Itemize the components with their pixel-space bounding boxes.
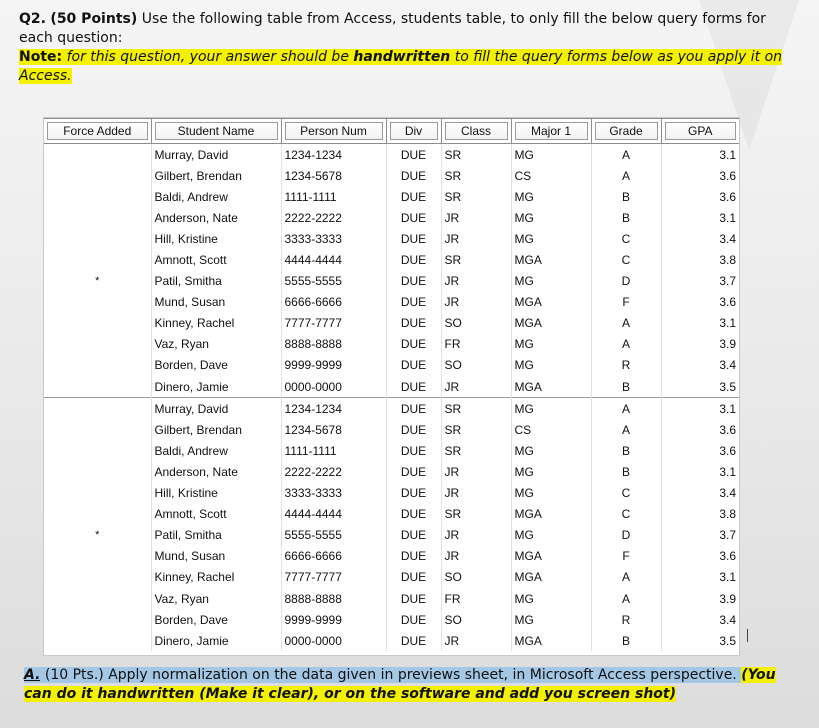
person-num-cell[interactable]: 7777-7777 (281, 313, 386, 334)
major-cell[interactable]: MGA (511, 546, 591, 567)
force-added-cell[interactable] (44, 144, 151, 166)
table-row[interactable] (44, 398, 739, 420)
div-cell[interactable]: DUE (386, 334, 441, 355)
column-header[interactable]: Major 1 (511, 119, 591, 144)
major-cell[interactable]: MGA (511, 630, 591, 651)
person-num-cell[interactable]: 7777-7777 (281, 567, 386, 588)
students-table-screenshot (43, 117, 740, 656)
force-added-cell[interactable] (44, 440, 151, 461)
note-label: Note: (19, 49, 63, 65)
grade-cell[interactable]: C (591, 228, 661, 249)
grade-cell[interactable]: B (591, 440, 661, 461)
grade-cell[interactable]: A (591, 419, 661, 440)
grade-cell[interactable]: A (591, 588, 661, 609)
person-num-cell[interactable]: 1234-5678 (281, 165, 386, 186)
class-cell[interactable]: SR (441, 440, 511, 461)
person-num-cell[interactable]: 8888-8888 (281, 588, 386, 609)
class-cell[interactable]: SO (441, 313, 511, 334)
student-name-cell[interactable]: Anderson, Nate (151, 207, 281, 228)
column-header[interactable]: Student Name (151, 119, 281, 144)
person-num-cell[interactable]: 6666-6666 (281, 546, 386, 567)
major-cell[interactable]: MG (511, 334, 591, 355)
student-name-cell[interactable]: Amnott, Scott (151, 504, 281, 525)
table-row[interactable] (44, 144, 739, 166)
table-row[interactable] (44, 228, 739, 249)
major-cell[interactable]: MG (511, 271, 591, 292)
grade-cell[interactable]: R (591, 355, 661, 376)
person-num-cell[interactable]: 4444-4444 (281, 504, 386, 525)
part-a-block (24, 666, 814, 704)
student-name-cell[interactable]: Borden, Dave (151, 609, 281, 630)
force-added-cell[interactable] (44, 186, 151, 207)
class-cell[interactable]: FR (441, 588, 511, 609)
grade-cell[interactable]: C (591, 504, 661, 525)
student-name-cell[interactable]: Amnott, Scott (151, 249, 281, 270)
force-added-cell[interactable] (44, 228, 151, 249)
force-added-cell[interactable] (44, 249, 151, 270)
div-cell[interactable]: DUE (386, 504, 441, 525)
person-num-cell[interactable]: 0000-0000 (281, 630, 386, 651)
force-added-cell[interactable] (44, 461, 151, 482)
class-cell[interactable]: JR (441, 292, 511, 313)
question-number: Q2. (19, 11, 46, 27)
grade-cell[interactable]: A (591, 165, 661, 186)
grade-cell[interactable]: A (591, 398, 661, 420)
grade-cell[interactable]: F (591, 292, 661, 313)
force-added-cell[interactable] (44, 609, 151, 630)
column-header[interactable]: Class (441, 119, 511, 144)
gpa-cell[interactable]: 3.4 (661, 355, 739, 376)
part-a-label: A. (24, 667, 41, 683)
grade-cell[interactable]: A (591, 144, 661, 166)
div-cell[interactable]: DUE (386, 249, 441, 270)
gpa-cell[interactable]: 3.6 (661, 419, 739, 440)
class-cell[interactable]: SO (441, 355, 511, 376)
gpa-cell[interactable]: 3.9 (661, 334, 739, 355)
table-row[interactable] (44, 546, 739, 567)
force-added-cell[interactable] (44, 567, 151, 588)
class-cell[interactable]: SR (441, 398, 511, 420)
gpa-cell[interactable]: 3.1 (661, 313, 739, 334)
student-name-cell[interactable]: Baldi, Andrew (151, 186, 281, 207)
question-points: (50 Points) (50, 11, 138, 27)
grade-cell[interactable]: A (591, 567, 661, 588)
grade-cell[interactable]: C (591, 483, 661, 504)
table-row[interactable] (44, 186, 739, 207)
grade-cell[interactable]: B (591, 207, 661, 228)
table-row[interactable] (44, 355, 739, 376)
gpa-cell[interactable]: 3.5 (661, 630, 739, 651)
student-name-cell[interactable]: Dinero, Jamie (151, 630, 281, 651)
gpa-cell[interactable]: 3.6 (661, 292, 739, 313)
table-row[interactable] (44, 630, 739, 651)
div-cell[interactable]: DUE (386, 483, 441, 504)
major-cell[interactable]: MG (511, 186, 591, 207)
div-cell[interactable]: DUE (386, 567, 441, 588)
class-cell[interactable]: SR (441, 504, 511, 525)
force-added-cell[interactable] (44, 313, 151, 334)
person-num-cell[interactable]: 1234-1234 (281, 144, 386, 166)
gpa-cell[interactable]: 3.1 (661, 461, 739, 482)
grade-cell[interactable]: A (591, 334, 661, 355)
gpa-cell[interactable]: 3.8 (661, 504, 739, 525)
person-num-cell[interactable]: 6666-6666 (281, 292, 386, 313)
table-row[interactable] (44, 207, 739, 228)
gpa-cell[interactable]: 3.4 (661, 483, 739, 504)
question-text-1: Use the following table from Access, students table, to only fill the below query forms for (137, 11, 766, 27)
gpa-cell[interactable]: 3.1 (661, 567, 739, 588)
div-cell[interactable]: DUE (386, 207, 441, 228)
table-row[interactable] (44, 461, 739, 482)
major-cell[interactable]: MGA (511, 313, 591, 334)
column-header[interactable]: GPA (661, 119, 739, 144)
div-cell[interactable]: DUE (386, 271, 441, 292)
grade-cell[interactable]: R (591, 609, 661, 630)
class-cell[interactable]: JR (441, 525, 511, 546)
person-num-cell[interactable]: 1234-1234 (281, 398, 386, 420)
person-num-cell[interactable]: 1234-5678 (281, 419, 386, 440)
person-num-cell[interactable]: 1111-1111 (281, 440, 386, 461)
grade-cell[interactable]: B (591, 186, 661, 207)
gpa-cell[interactable]: 3.1 (661, 144, 739, 166)
class-cell[interactable]: SO (441, 567, 511, 588)
force-added-cell[interactable] (44, 504, 151, 525)
major-cell[interactable]: MG (511, 398, 591, 420)
part-a-instruction-2: can do it handwritten (Make it clear), or on the software and add you screen shot) (24, 686, 676, 702)
note-text-a: for this question, your answer should be (62, 49, 354, 65)
force-added-cell[interactable] (44, 483, 151, 504)
students-table (44, 118, 739, 651)
student-name-cell[interactable]: Borden, Dave (151, 355, 281, 376)
grade-cell[interactable]: A (591, 313, 661, 334)
major-cell[interactable]: MGA (511, 376, 591, 398)
student-name-cell[interactable]: Vaz, Ryan (151, 334, 281, 355)
table-row[interactable] (44, 271, 739, 292)
major-cell[interactable]: MG (511, 355, 591, 376)
grade-cell[interactable]: C (591, 249, 661, 270)
div-cell[interactable]: DUE (386, 228, 441, 249)
person-num-cell[interactable]: 4444-4444 (281, 249, 386, 270)
force-added-cell[interactable] (44, 588, 151, 609)
major-cell[interactable]: CS (511, 419, 591, 440)
div-cell[interactable]: DUE (386, 440, 441, 461)
table-row[interactable] (44, 376, 739, 398)
table-row[interactable] (44, 292, 739, 313)
header-row (44, 119, 739, 144)
note-line-2 (19, 67, 809, 86)
gpa-cell[interactable]: 3.1 (661, 207, 739, 228)
div-cell[interactable]: DUE (386, 609, 441, 630)
div-cell[interactable]: DUE (386, 313, 441, 334)
student-name-cell[interactable]: Vaz, Ryan (151, 588, 281, 609)
force-added-cell[interactable] (44, 630, 151, 651)
major-cell[interactable]: MGA (511, 292, 591, 313)
person-num-cell[interactable]: 3333-3333 (281, 228, 386, 249)
grade-cell[interactable]: B (591, 461, 661, 482)
div-cell[interactable]: DUE (386, 461, 441, 482)
gpa-cell[interactable]: 3.9 (661, 588, 739, 609)
grade-cell[interactable]: B (591, 630, 661, 651)
person-num-cell[interactable]: 5555-5555 (281, 271, 386, 292)
table-row[interactable] (44, 313, 739, 334)
div-cell[interactable]: DUE (386, 144, 441, 166)
note-line-1 (19, 48, 809, 67)
major-cell[interactable]: MG (511, 461, 591, 482)
div-cell[interactable]: DUE (386, 525, 441, 546)
force-added-cell[interactable] (44, 207, 151, 228)
note-text-b: to fill the query forms below as you apply it on (450, 49, 783, 65)
major-cell[interactable]: MG (511, 588, 591, 609)
part-a-instruction-1: (You (741, 667, 776, 683)
table-row[interactable] (44, 609, 739, 630)
force-added-cell[interactable] (44, 355, 151, 376)
table-row[interactable] (44, 504, 739, 525)
major-cell[interactable]: CS (511, 165, 591, 186)
force-added-cell[interactable] (44, 334, 151, 355)
table-row[interactable] (44, 165, 739, 186)
class-cell[interactable]: SR (441, 165, 511, 186)
student-name-cell[interactable]: Murray, David (151, 144, 281, 166)
div-cell[interactable]: DUE (386, 292, 441, 313)
force-added-cell[interactable] (44, 165, 151, 186)
gpa-cell[interactable]: 3.1 (661, 398, 739, 420)
student-name-cell[interactable]: Dinero, Jamie (151, 376, 281, 398)
student-name-cell[interactable]: Murray, David (151, 398, 281, 420)
person-num-cell[interactable]: 8888-8888 (281, 334, 386, 355)
part-a-line-2 (24, 685, 814, 704)
gpa-cell[interactable]: 3.7 (661, 525, 739, 546)
text-cursor (747, 629, 748, 642)
div-cell[interactable]: DUE (386, 419, 441, 440)
gpa-cell[interactable]: 3.4 (661, 228, 739, 249)
person-num-cell[interactable]: 2222-2222 (281, 461, 386, 482)
class-cell[interactable]: SR (441, 144, 511, 166)
class-cell[interactable]: JR (441, 376, 511, 398)
gpa-cell[interactable]: 3.7 (661, 271, 739, 292)
question-line-2: each question: (19, 30, 123, 46)
gpa-cell[interactable]: 3.6 (661, 546, 739, 567)
column-header[interactable]: Div (386, 119, 441, 144)
person-num-cell[interactable]: 2222-2222 (281, 207, 386, 228)
major-cell[interactable]: MG (511, 207, 591, 228)
force-added-cell[interactable] (44, 398, 151, 420)
class-cell[interactable]: JR (441, 461, 511, 482)
major-cell[interactable]: MGA (511, 504, 591, 525)
div-cell[interactable]: DUE (386, 546, 441, 567)
force-added-cell[interactable] (44, 292, 151, 313)
force-added-cell[interactable] (44, 376, 151, 398)
gpa-cell[interactable]: 3.8 (661, 249, 739, 270)
major-cell[interactable]: MG (511, 440, 591, 461)
student-name-cell[interactable]: Kinney, Rachel (151, 313, 281, 334)
student-name-cell[interactable]: Mund, Susan (151, 546, 281, 567)
class-cell[interactable]: JR (441, 228, 511, 249)
major-cell[interactable]: MG (511, 483, 591, 504)
student-name-cell[interactable]: Patil, Smitha (151, 525, 281, 546)
gpa-cell[interactable]: 3.6 (661, 165, 739, 186)
table-row[interactable] (44, 525, 739, 546)
major-cell[interactable]: MG (511, 609, 591, 630)
class-cell[interactable]: JR (441, 630, 511, 651)
grade-cell[interactable]: D (591, 525, 661, 546)
table-row[interactable] (44, 249, 739, 270)
grade-cell[interactable]: D (591, 271, 661, 292)
student-name-cell[interactable]: Gilbert, Brendan (151, 419, 281, 440)
student-name-cell[interactable]: Kinney, Rachel (151, 567, 281, 588)
class-cell[interactable]: SR (441, 419, 511, 440)
grade-cell[interactable]: B (591, 376, 661, 398)
div-cell[interactable]: DUE (386, 588, 441, 609)
force-added-cell[interactable]: * (95, 529, 100, 542)
question-line-1 (19, 10, 809, 29)
class-cell[interactable]: SR (441, 249, 511, 270)
note-text-c: Access. (19, 68, 72, 84)
class-cell[interactable]: SR (441, 186, 511, 207)
major-cell[interactable]: MGA (511, 249, 591, 270)
table-row[interactable] (44, 567, 739, 588)
student-name-cell[interactable]: Mund, Susan (151, 292, 281, 313)
table-row[interactable] (44, 419, 739, 440)
person-num-cell[interactable]: 3333-3333 (281, 483, 386, 504)
table-row[interactable] (44, 588, 739, 609)
gpa-cell[interactable]: 3.4 (661, 609, 739, 630)
major-cell[interactable]: MG (511, 525, 591, 546)
student-name-cell[interactable]: Patil, Smitha (151, 271, 281, 292)
force-added-cell[interactable]: * (95, 275, 100, 288)
div-cell[interactable]: DUE (386, 630, 441, 651)
column-header[interactable]: Person Num (281, 119, 386, 144)
class-cell[interactable]: SO (441, 609, 511, 630)
person-num-cell[interactable]: 5555-5555 (281, 525, 386, 546)
gpa-cell[interactable]: 3.5 (661, 376, 739, 398)
person-num-cell[interactable]: 9999-9999 (281, 609, 386, 630)
gpa-cell[interactable]: 3.6 (661, 186, 739, 207)
note-emphasis: handwritten (353, 49, 451, 65)
table-row[interactable] (44, 483, 739, 504)
column-header[interactable]: Force Added (44, 119, 151, 144)
div-cell[interactable]: DUE (386, 355, 441, 376)
student-name-cell[interactable]: Gilbert, Brendan (151, 165, 281, 186)
major-cell[interactable]: MG (511, 144, 591, 166)
div-cell[interactable]: DUE (386, 186, 441, 207)
person-num-cell[interactable]: 0000-0000 (281, 376, 386, 398)
class-cell[interactable]: JR (441, 207, 511, 228)
part-a-line-1 (24, 666, 814, 685)
class-cell[interactable]: JR (441, 271, 511, 292)
table-row[interactable] (44, 334, 739, 355)
gpa-cell[interactable]: 3.6 (661, 440, 739, 461)
student-name-cell[interactable]: Anderson, Nate (151, 461, 281, 482)
question-block (19, 10, 809, 86)
div-cell[interactable]: DUE (386, 376, 441, 398)
force-added-cell[interactable] (44, 419, 151, 440)
student-name-cell[interactable]: Hill, Kristine (151, 483, 281, 504)
class-cell[interactable]: JR (441, 483, 511, 504)
student-name-cell[interactable]: Hill, Kristine (151, 228, 281, 249)
class-cell[interactable]: JR (441, 546, 511, 567)
grade-cell[interactable]: F (591, 546, 661, 567)
div-cell[interactable]: DUE (386, 398, 441, 420)
force-added-cell[interactable] (44, 546, 151, 567)
table-body (44, 144, 739, 652)
column-header[interactable]: Grade (591, 119, 661, 144)
part-a-text-1: (10 Pts.) Apply normalization on the data given in previews sheet, in Microsoft Access perspective. (44, 667, 742, 683)
table-row[interactable] (44, 440, 739, 461)
major-cell[interactable]: MG (511, 228, 591, 249)
person-num-cell[interactable]: 9999-9999 (281, 355, 386, 376)
major-cell[interactable]: MGA (511, 567, 591, 588)
student-name-cell[interactable]: Baldi, Andrew (151, 440, 281, 461)
div-cell[interactable]: DUE (386, 165, 441, 186)
person-num-cell[interactable]: 1111-1111 (281, 186, 386, 207)
class-cell[interactable]: FR (441, 334, 511, 355)
